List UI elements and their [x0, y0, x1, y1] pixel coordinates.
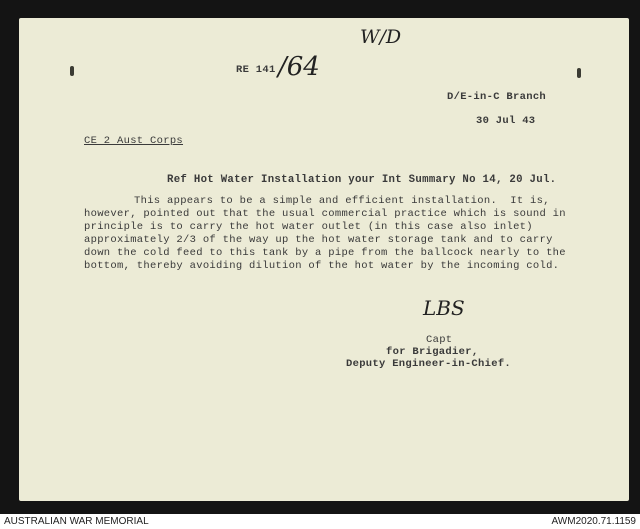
- body-line-6: bottom, thereby avoiding dilution of the hot water by the incoming cold.: [84, 260, 560, 272]
- signatory-title: Deputy Engineer-in-Chief.: [346, 358, 512, 370]
- body-line-2: however, pointed out that the usual commercial practice which is sound in: [84, 208, 566, 220]
- signatory-rank: Capt: [426, 334, 453, 346]
- body-line-4: approximately 2/3 of the way up the hot water storage tank and to carry: [84, 234, 553, 246]
- document-date: 30 Jul 43: [476, 115, 536, 127]
- subject-line: Ref Hot Water Installation your Int Summary No 14, 20 Jul.: [167, 174, 557, 186]
- body-line-5: down the cold feed to this tank by a pipe from the ballcock nearly to the: [84, 247, 566, 259]
- body-line-1: This appears to be a simple and efficient installation. It is,: [134, 195, 550, 207]
- handwritten-wd-mark: W/D: [360, 26, 402, 48]
- punch-hole-left: [70, 66, 74, 76]
- footer-credit: AUSTRALIAN WAR MEMORIAL: [4, 516, 149, 527]
- branch-name: D/E-in-C Branch: [447, 91, 547, 103]
- footer-accession-number: AWM2020.71.1159: [551, 516, 636, 527]
- file-reference: RE 141: [236, 64, 276, 76]
- body-line-3: principle is to carry the hot water outlet (in this case also inlet): [84, 221, 533, 233]
- signature: LBS: [423, 296, 465, 320]
- signatory-for-line: for Brigadier,: [386, 346, 479, 358]
- file-reference-handwritten: /64: [278, 52, 320, 82]
- punch-hole-right: [577, 68, 581, 78]
- addressee: CE 2 Aust Corps: [84, 135, 184, 147]
